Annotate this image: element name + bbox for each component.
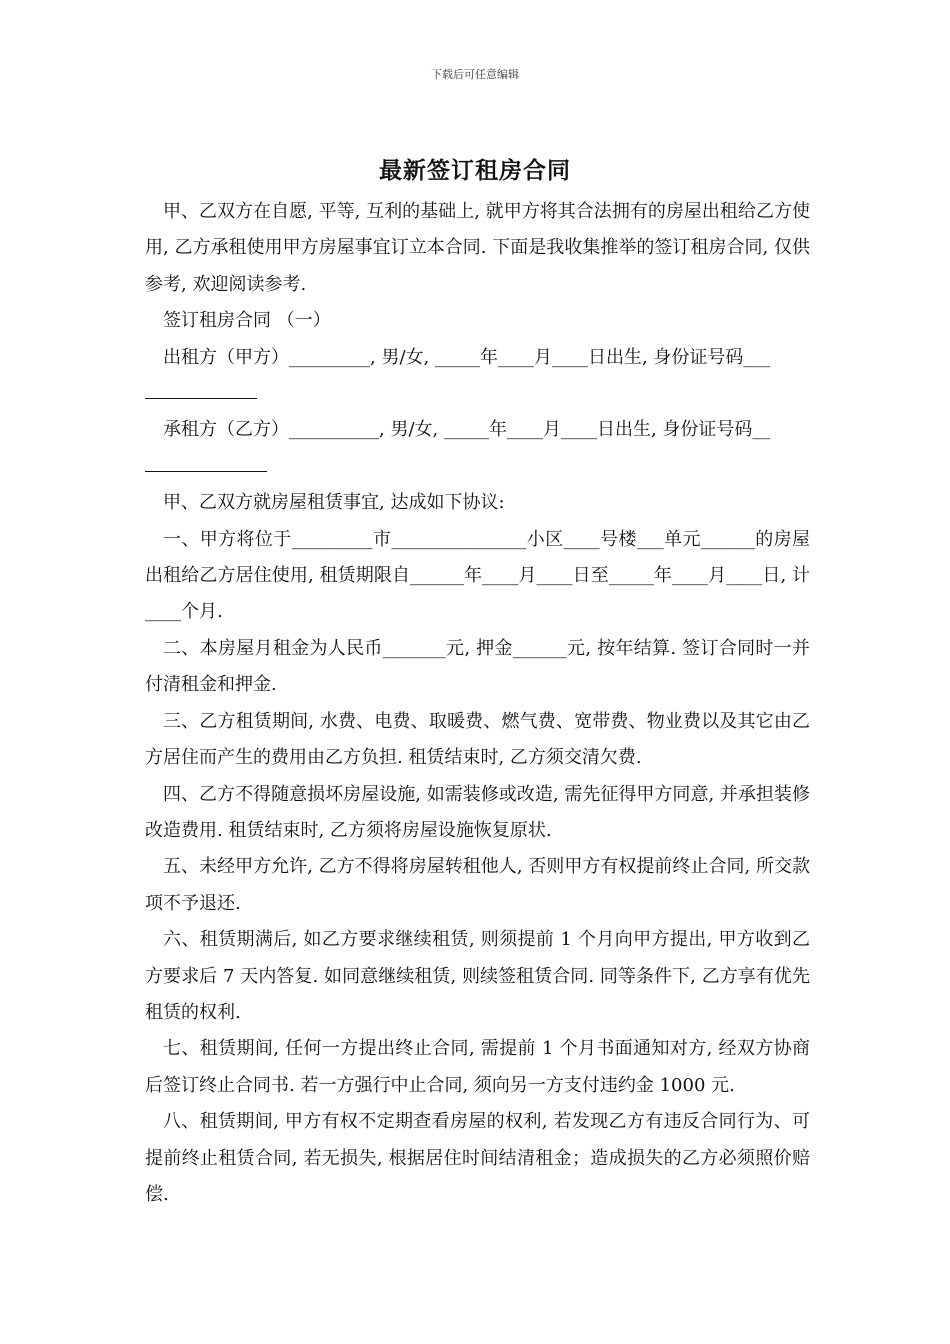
agreement-intro: 甲、乙双方就房屋租赁事宜, 达成如下协议: — [163, 492, 505, 514]
lessee-line: 承租方（乙方）__________, 男/女, _____年____月____日出生, 身份证号码__ — [163, 419, 771, 441]
page-title: 最新签订租房合同 — [379, 158, 571, 184]
clause-1: 一、甲方将位于_________市_______________小区____号楼___单元______的房屋出租给乙方居住使用, 租赁期限自______年____月____日至_____年____月____日, 计____个月. — [145, 528, 810, 623]
contract-body — [145, 194, 810, 1213]
clause-2: 二、本房屋月租金为人民币_______元, 押金______元, 按年结算. 签订合同时一并付清租金和押金. — [145, 637, 810, 696]
clause-5: 五、未经甲方允许, 乙方不得将房屋转租他人, 否则甲方有权提前终止合同, 所交款项不予退还. — [145, 856, 810, 914]
clause-6: 六、租赁期满后, 如乙方要求继续租赁, 则须提前 1 个月向甲方提出, 甲方收到乙方要求后 7 天内答复. 如同意继续租赁, 则续签租赁合同. 同等条件下, 乙方享有优先租赁的权利. — [145, 929, 810, 1023]
blank-underline — [145, 449, 267, 472]
lessor-line-continuation — [145, 376, 810, 412]
clause-7: 七、租赁期间, 任何一方提出终止合同, 需提前 1 个月书面通知对方, 经双方协商后签订终止合同书. 若一方强行中止合同, 须向另一方支付违约金 1000 元. — [145, 1038, 810, 1096]
clause-8: 八、租赁期间, 甲方有权不定期查看房屋的权利, 若发现乙方有违反合同行为、可提前终止租赁合同, 若无损失, 根据居住时间结清租金；造成损失的乙方必须照价赔偿. — [145, 1111, 810, 1205]
lessor-line: 出租方（甲方）_________, 男/女, _____年____月____日出生, 身份证号码___ — [163, 346, 771, 368]
clause-4: 四、乙方不得随意损坏房屋设施, 如需装修或改造, 需先征得甲方同意, 并承担装修改造费用. 租赁结束时, 乙方须将房屋设施恢复原状. — [145, 783, 810, 841]
lessee-line-continuation — [145, 449, 810, 485]
section-heading: 签订租房合同 （一） — [163, 310, 331, 332]
header-note: 下载后可任意编辑 — [431, 68, 519, 81]
intro-paragraph: 甲、乙双方在自愿, 平等, 互利的基础上, 就甲方将其合法拥有的房屋出租给乙方使用, 乙方承租使用甲方房屋事宜订立本合同. 下面是我收集推举的签订租房合同, 仅供参考, 欢迎阅读参考. — [145, 201, 810, 295]
blank-underline — [145, 376, 257, 399]
clause-3: 三、乙方租赁期间, 水费、电费、取暖费、燃气费、宽带费、物业费以及其它由乙方居住而产生的费用由乙方负担. 租赁结束时, 乙方须交清欠费. — [145, 710, 810, 769]
